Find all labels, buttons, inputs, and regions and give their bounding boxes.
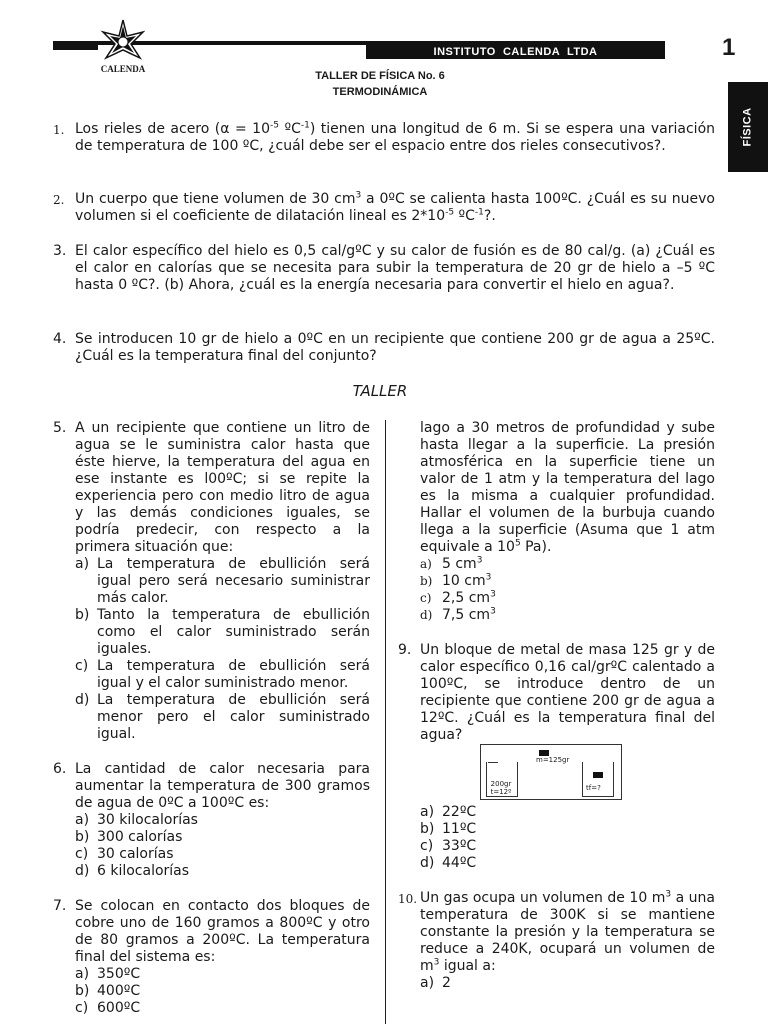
q10-option-a: a) 2 <box>420 975 451 991</box>
q6-option-a: a) 30 kilocalorías <box>75 812 198 828</box>
q7-option-b: b) 400ºC <box>75 983 141 999</box>
q5-option-a: a) La temperatura de ebullición será igual pero será necesario suministrar más calor. <box>75 556 370 606</box>
logo-name: CALENDA <box>100 64 146 74</box>
column-divider <box>385 420 386 1024</box>
q9-option-d: d) 44ºC <box>420 855 477 871</box>
section-heading: TALLER <box>352 382 408 400</box>
subject-label: FÍSICA <box>742 107 754 147</box>
q8-option-a: a) 5 $cm^3$ <box>420 555 483 572</box>
q9-option-c: c) 33ºC <box>420 838 477 854</box>
final-temp-label: tf=? <box>586 784 601 792</box>
question-1-text: Los rieles de acero ($\alpha = 10^{-5}$ ºC$^{-1}$) tienen una longitud de 6 m. Si se espera una variación de temperatura de 100 ºC, ¿cuál debe ser el espacio entre dos rieles consecutivos?. <box>75 120 716 154</box>
left-column <box>53 420 370 1017</box>
question-2: 2. Un cuerpo que tiene volumen de 30 $cm^3$ a 0ºC se calienta hasta 100ºC. ¿Cuál es su nuevo volumen si el coeficiente de dilatación lineal es $2*10^{-5}$ ºC$^{-1}$?. <box>53 190 715 224</box>
q8-option-b: b) 10 $cm^3$ <box>420 572 492 589</box>
question-10: 10. Un gas ocupa un volumen de 10 $m^3$ a una temperatura de 300K si se mantiene constante la presión y la temperatura se reduce a 240K, ocupará un volumen de $m^3$ igual a: <box>398 889 715 974</box>
question-7: 7. Se colocan en contacto dos bloques de cobre uno de 160 gramos a 800ºC y otro de 80 gramos a 200ºC. La temperatura final del sistema es: <box>53 898 370 965</box>
q9-option-a: a) 22ºC <box>420 804 477 820</box>
q6-option-b: b) 300 calorías <box>75 829 183 845</box>
q8-option-c: c) 2,5 $cm^3$ <box>420 589 496 606</box>
q5-option-c: c) La temperatura de ebullición será igual y el calor suministrado menor. <box>75 658 370 691</box>
q9-figure <box>460 744 620 804</box>
question-8-continued: lago a 30 metros de profundidad y sube hasta llegar a la superficie. La presión atmosférica en la superficie tiene un valor de 1 atm y la temperatura del lago es la misma a cualquier profundidad. Hallar el volumen de la burbuja cuando llega a la superficie (Asuma que 1 atm equivale a $10^5$ Pa). <box>420 420 715 555</box>
question-9: 9. Un bloque de metal de masa 125 gr y de calor específico 0,16 cal/grºC calentado a 100ºC, se introduce dentro de un recipiente que contiene 200 gr de agua a 12ºC. ¿Cuál es la temperatura final del agua? <box>398 642 715 743</box>
q7-option-a: a) 350ºC <box>75 966 141 982</box>
q5-option-d: d) La temperatura de ebullición será menor pero el calor suministrado igual. <box>75 692 370 742</box>
institute-name: INSTITUTO CALENDA LTDA <box>433 46 598 58</box>
question-10-text: Un gas ocupa un volumen de 10 $m^3$ a una temperatura de 300K si se mantiene constante la presión y la temperatura se reduce a 240K, ocupará un volumen de $m^3$ igual a: <box>420 889 715 974</box>
question-5: 5. A un recipiente que contiene un litro de agua se le suministra calor hasta que éste hierve, la temperatura del agua en ese instante es l00ºC; si se repite la experiencia pero con medio litro de agua y las demás condiciones iguales, se podría predecir, con respecto a la primera situación que: <box>53 420 370 555</box>
metal-block-in-water-icon <box>593 772 603 778</box>
question-2-text: Un cuerpo que tiene volumen de 30 $cm^3$ a 0ºC se calienta hasta 100ºC. ¿Cuál es su nuevo volumen si el coeficiente de dilatación lineal es $2*10^{-5}$ ºC$^{-1}$?. <box>75 190 715 224</box>
mass-label: m=125gr <box>536 756 570 764</box>
q6-option-d: d) 6 kilocalorías <box>75 863 190 879</box>
question-3-text: El calor específico del hielo es 0,5 cal/gºC y su calor de fusión es de 80 cal/g. (a) ¿Cuál es el calor en calorías que se necesita para subir la temperatura de 20 gr de hielo a –5 ºC hasta 0 ºC?. (b) Ahora, ¿cuál es la energía necesaria para convertir el hielo en agua?. <box>75 243 715 293</box>
q8-option-d: d) 7,5 $cm^3$ <box>420 606 496 623</box>
subject-side-tab <box>728 82 768 172</box>
page-title: TALLER DE FÍSICA No. 6 <box>315 70 445 82</box>
question-3: 3. El calor específico del hielo es 0,5 cal/gºC y su calor de fusión es de 80 cal/g. (a) ¿Cuál es el calor en calorías que se necesita para subir la temperatura de 20 gr de hielo a –5 ºC hasta 0 ºC?. (b) Ahora, ¿cuál es la energía necesaria para convertir el hielo en agua?. <box>53 243 715 293</box>
question-6: 6. La cantidad de calor necesaria para aumentar la temperatura de 300 gramos de agua de 0ºC a 100ºC es: <box>53 761 370 811</box>
q5-option-b: b) Tanto la temperatura de ebullición como el calor suministrado serán iguales. <box>75 607 370 657</box>
question-4: 4. Se introducen 10 gr de hielo a 0ºC en un recipiente que contiene 200 gr de agua a 25ºC. ¿Cuál es la temperatura final del conjunto? <box>53 331 715 364</box>
water-mass-label: 200gr <box>490 780 512 788</box>
water-temp-label: t=12º <box>490 788 512 796</box>
page-subtitle: TERMODINÁMICA <box>332 86 428 98</box>
institute-banner <box>366 45 665 59</box>
q6-option-c: c) 30 calorías <box>75 846 174 862</box>
header-bar-left <box>53 41 98 50</box>
question-1: 1. Los rieles de acero ($\alpha = 10^{-5}$ ºC$^{-1}$) tienen una longitud de 6 m. Si se espera una variación de temperatura de 100 ºC, ¿cuál debe ser el espacio entre dos rieles consecutivos?. <box>53 120 716 154</box>
page-number: 1 <box>722 34 736 61</box>
q9-option-b: b) 11ºC <box>420 821 477 837</box>
question-4-text: Se introducen 10 gr de hielo a 0ºC en un recipiente que contiene 200 gr de agua a 25ºC. ¿Cuál es la temperatura final del conjunto? <box>75 331 715 364</box>
q7-option-c: c) 600ºC <box>75 1000 141 1016</box>
right-column <box>398 420 715 992</box>
